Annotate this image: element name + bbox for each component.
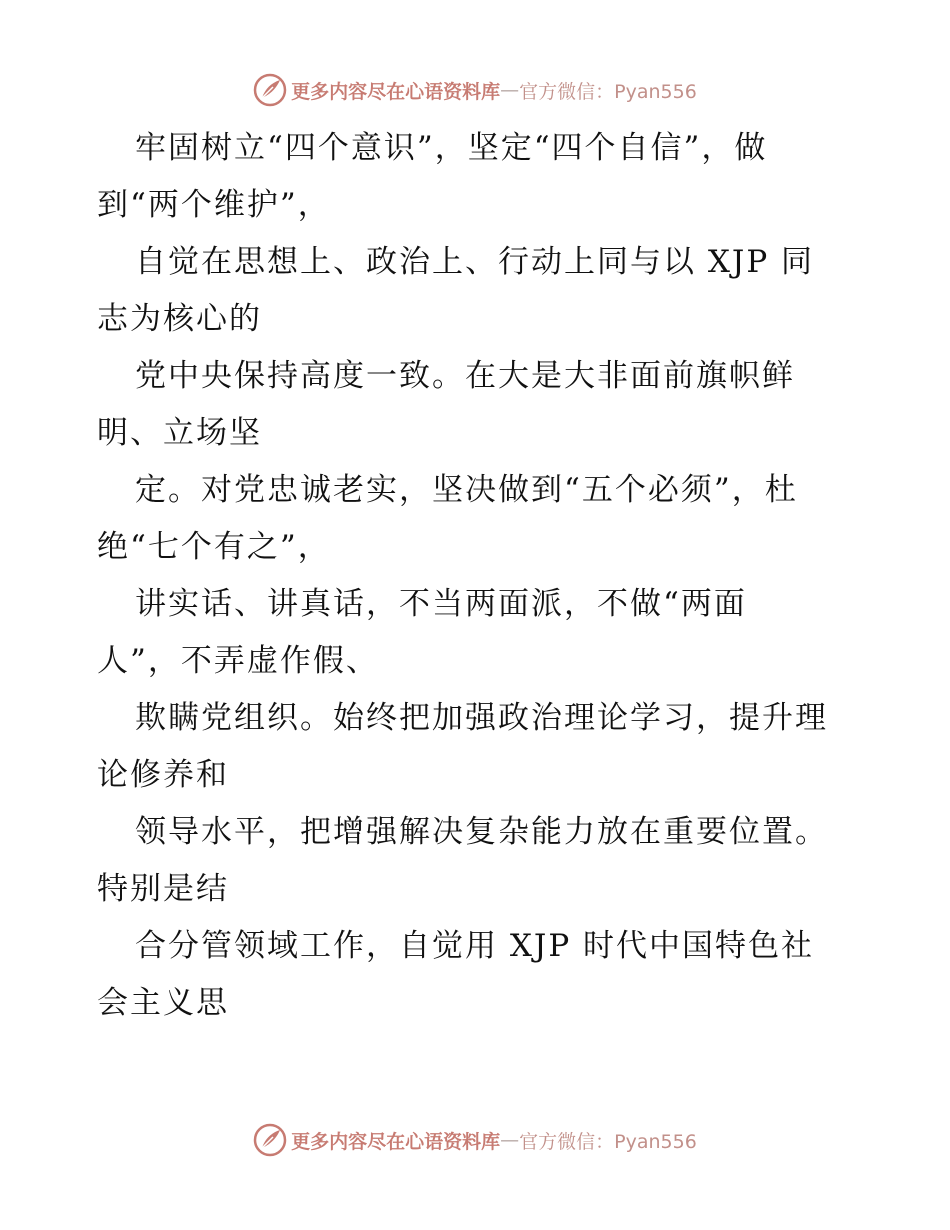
feather-pen-icon: [253, 73, 287, 107]
document-body: [97, 120, 857, 1032]
text-line: 领导水平，把增强解决复杂能力放在重要位置。: [135, 814, 828, 850]
text-line: 到“两个维护”，: [97, 187, 331, 223]
text-line: 合分管领域工作，自觉用 XJP 时代中国特色社: [135, 928, 815, 964]
watermark-dash: —: [500, 1129, 520, 1151]
watermark-left-text: 更多内容尽在心语资料库: [291, 1130, 501, 1153]
text-line: 党中央保持高度一致。在大是大非面前旗帜鲜: [135, 358, 795, 394]
text-line: 人”，不弄虚作假、: [97, 643, 379, 679]
text-line: 论修养和: [97, 757, 229, 793]
text-line: 志为核心的: [97, 301, 262, 337]
text-line: 会主义思: [97, 985, 229, 1021]
text-line: 特别是结: [97, 871, 229, 907]
text-line: 讲实话、讲真话，不当两面派，不做“两面: [135, 586, 747, 622]
watermark-left-text: 更多内容尽在心语资料库: [291, 80, 501, 103]
watermark-right-text: 官方微信：Pyan556: [519, 80, 697, 103]
header-watermark: [0, 70, 950, 110]
text-line: 欺瞒党组织。始终把加强政治理论学习，提升理: [135, 700, 828, 736]
feather-pen-icon: [253, 1123, 287, 1157]
watermark-dash: —: [500, 79, 520, 101]
text-line: 明、立场坚: [97, 415, 262, 451]
watermark-right-text: 官方微信：Pyan556: [519, 1130, 697, 1153]
text-line: 牢固树立“四个意识”，坚定“四个自信”，做: [135, 130, 768, 166]
text-line: 绝“七个有之”，: [97, 529, 331, 565]
footer-watermark: [0, 1120, 950, 1160]
text-line: 自觉在思想上、政治上、行动上同与以 XJP 同: [135, 244, 815, 280]
text-line: 定。对党忠诚老实，坚决做到“五个必须”，杜: [135, 472, 798, 508]
